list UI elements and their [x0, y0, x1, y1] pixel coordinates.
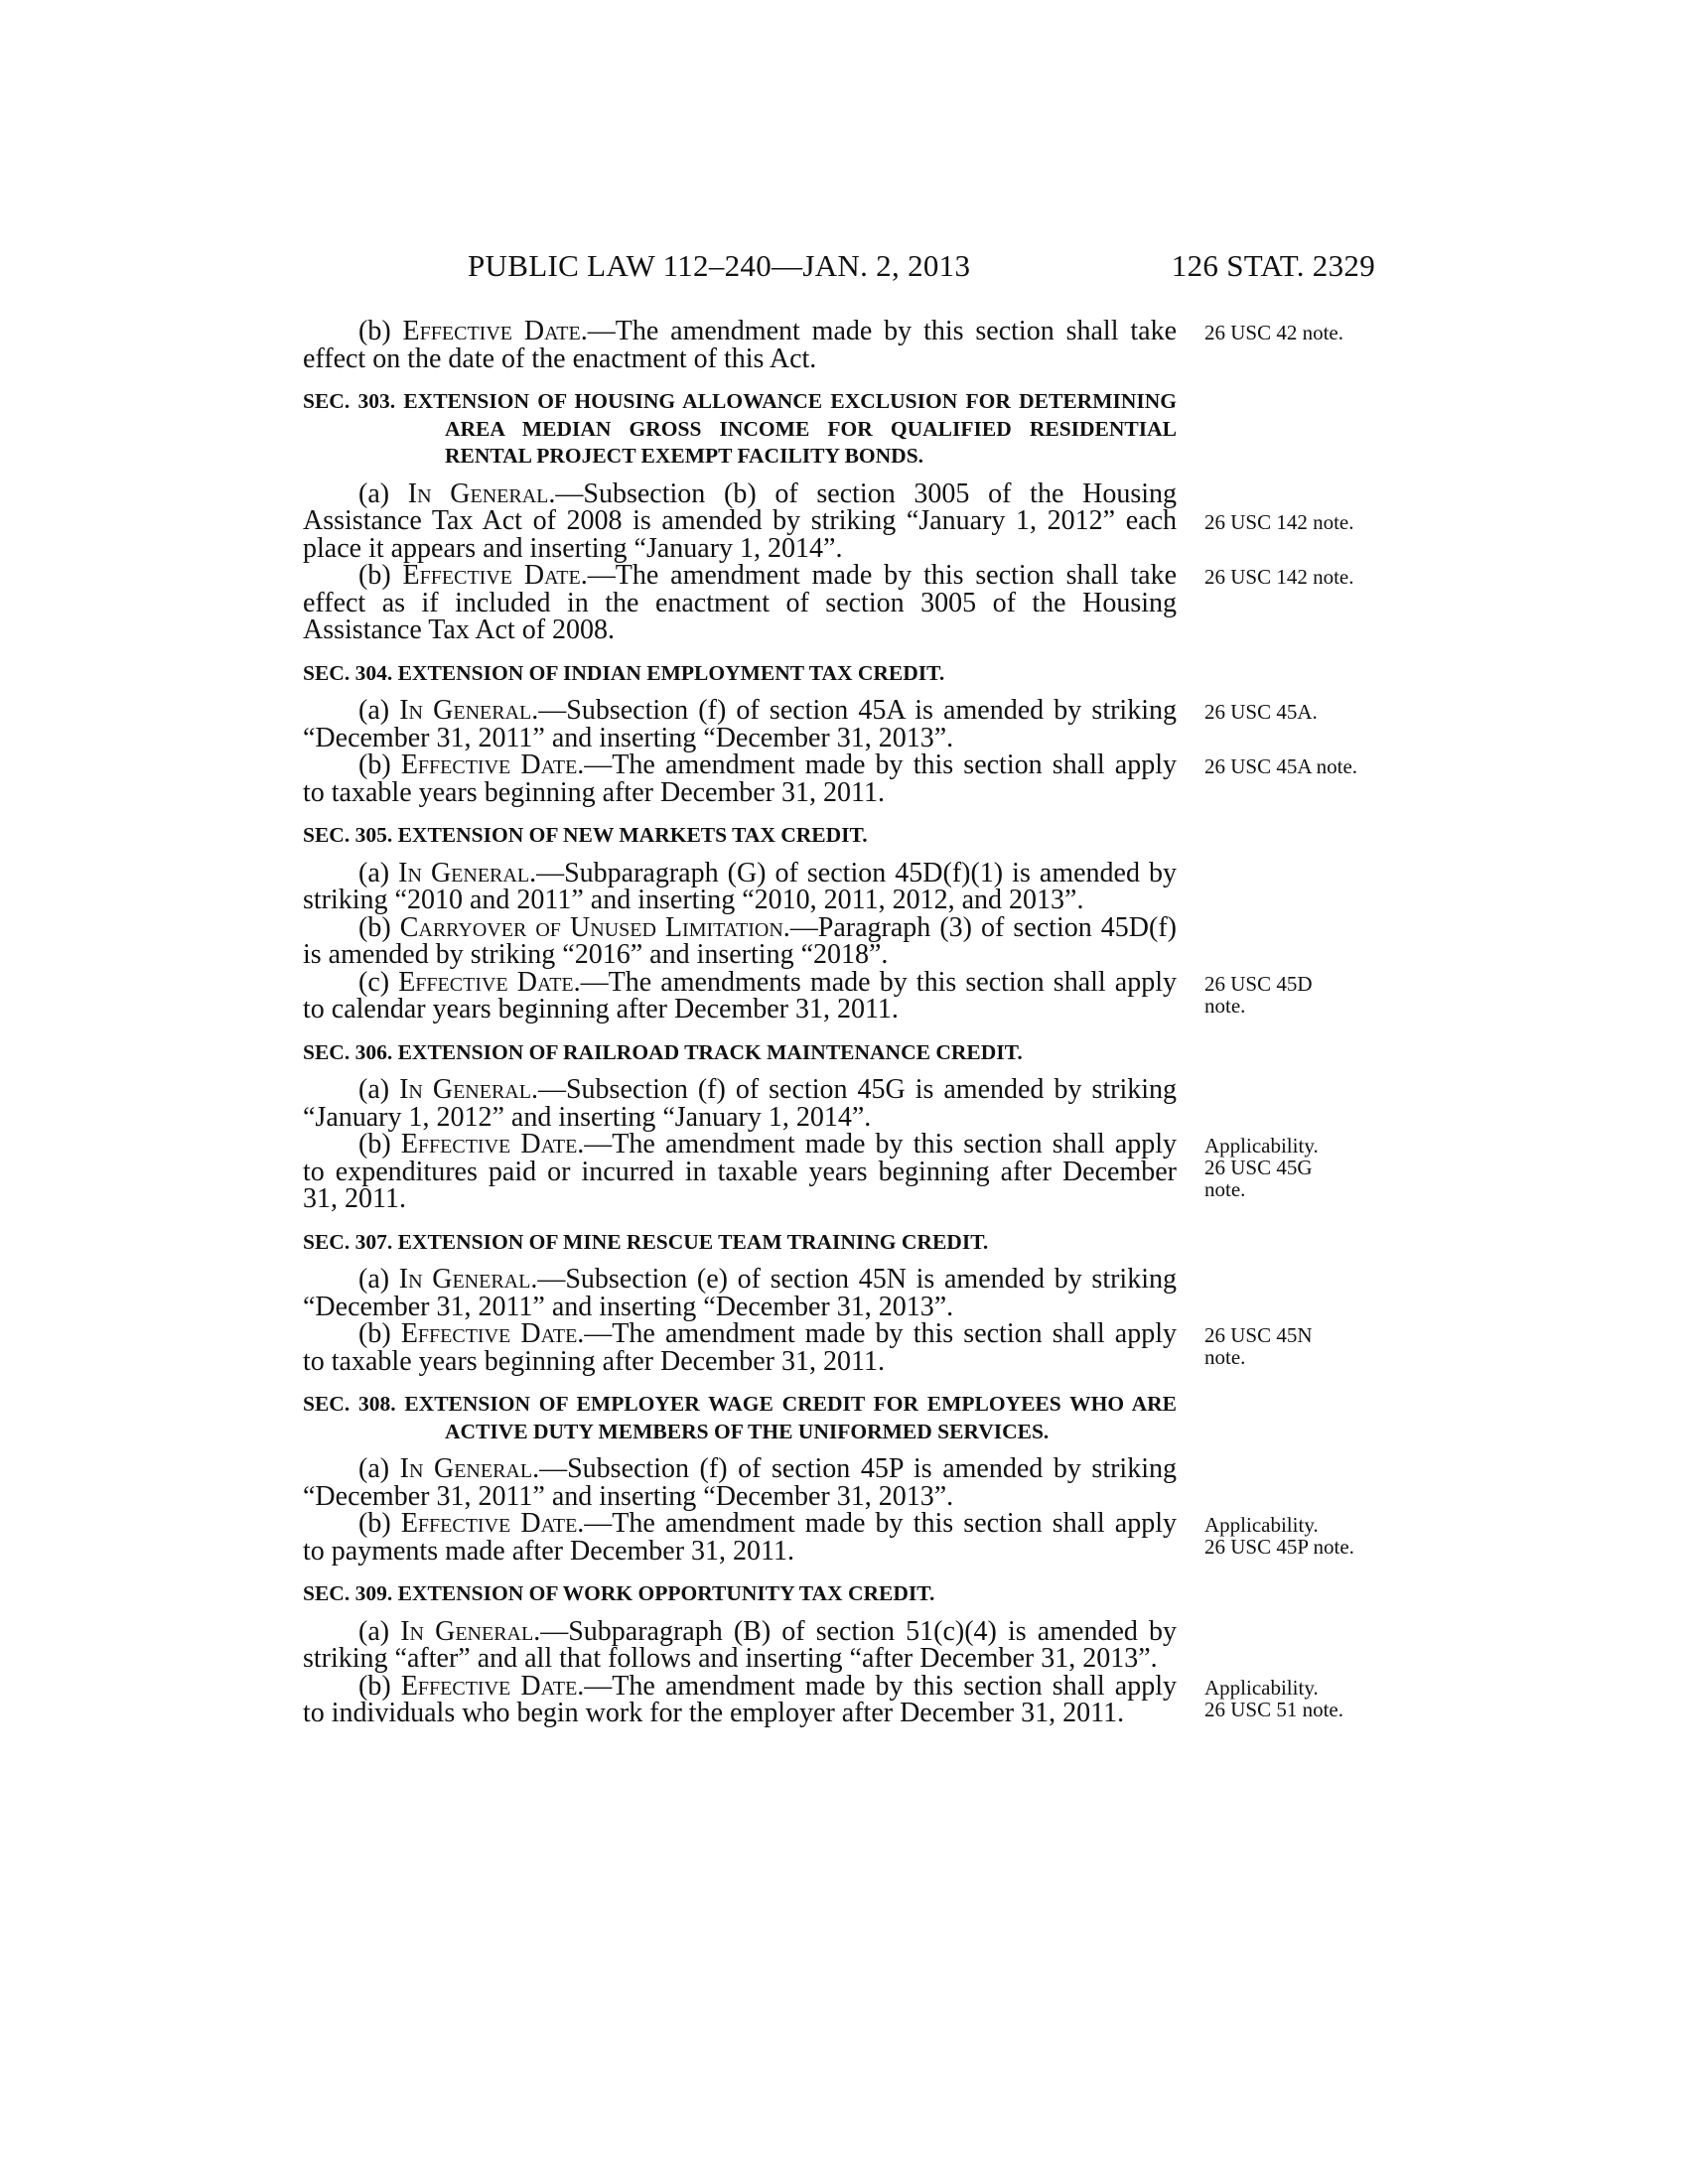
sec305-c-paragraph: 26 USC 45D note. (c) Effective Date.—The amendments made by this section shall apply to calendar years beginning after December 31, 2011.	[303, 969, 1177, 1024]
sec305-a-heading: In General	[398, 857, 530, 888]
sec305-a-paragraph: (a) In General.—Subparagraph (G) of section 45D(f)(1) is amended by striking “2010 and 2011” and inserting “2010, 2011, 2012, and 2013”.	[303, 857, 1178, 915]
sec305-heading: SEC. 305. EXTENSION OF NEW MARKETS TAX CREDIT.	[303, 823, 868, 847]
header-title: PUBLIC LAW 112–240—JAN. 2, 2013	[468, 248, 971, 283]
sec306-heading: SEC. 306. EXTENSION OF RAILROAD TRACK MAINTENANCE CREDIT.	[303, 1039, 1023, 1064]
sec304-b-heading: Effective Date	[400, 750, 578, 780]
sec304-b-margin-note: 26 USC 45A note.	[1204, 754, 1358, 778]
sec308-b-margin-note: Applicability. 26 USC 45P note.	[1204, 1513, 1354, 1559]
sec303-a-margin-note: 26 USC 142 note.	[1204, 509, 1354, 534]
sec303-a-heading: In General	[407, 478, 549, 509]
sec302-b-margin-note: 26 USC 42 note.	[1204, 321, 1344, 344]
sec305-b-paragraph: (b) Carryover of Unused Limitation.—Paragraph (3) of section 45D(f) is amended by striking “2016” and inserting “2018”.	[303, 911, 1177, 970]
sec307-b-margin-note: 26 USC 45N note.	[1204, 1323, 1313, 1369]
sec302-b-heading: Effective Date	[402, 316, 581, 346]
sec307-heading: SEC. 307. EXTENSION OF MINE RESCUE TEAM TRAINING CREDIT.	[303, 1229, 989, 1254]
sec308-b-heading: Effective Date	[400, 1508, 578, 1539]
sec306-b-paragraph: Applicability. 26 USC 45G note. (b) Effective Date.—The amendment made by this section shall apply to expenditures paid or incurred in taxable years beginning after December 31, 2011.	[303, 1131, 1177, 1213]
running-header	[303, 248, 1375, 288]
sec306-a-paragraph: (a) In General.—Subsection (f) of section 45G is amended by striking “January 1, 2012” and inserting “January 1, 2014”.	[303, 1074, 1178, 1133]
sec309-a-paragraph: (a) In General.—Subparagraph (B) of section 51(c)(4) is amended by striking “after” and all that follows and inserting “after December 31, 2013”.	[303, 1615, 1177, 1674]
sec304-a-paragraph: 26 USC 45A. (a) In General.—Subsection (f) of section 45A is amended by striking “December 31, 2011” and inserting “December 31, 2013”.	[303, 697, 1177, 751]
sec309-a-heading: In General	[400, 1615, 534, 1647]
sec304-b-paragraph: 26 USC 45A note. (b) Effective Date.—The amendment made by this section shall apply to taxable years beginning after December 31, 2011.	[303, 751, 1177, 806]
sec308-a-paragraph: (a) In General.—Subsection (f) of section 45P is amended by striking “December 31, 2011” and inserting “December 31, 2013”.	[303, 1453, 1177, 1512]
sec305-c-margin-note: 26 USC 45D note.	[1204, 971, 1313, 1018]
sec304-heading: SEC. 304. EXTENSION OF INDIAN EMPLOYMENT TAX CREDIT.	[303, 660, 945, 685]
sec304-a-heading: In General	[399, 695, 532, 726]
sec308-a-heading: In General	[399, 1453, 533, 1484]
sec306-b-margin-note: Applicability. 26 USC 45G note.	[1204, 1134, 1319, 1201]
sec309-b-margin-note: Applicability. 26 USC 51 note.	[1204, 1675, 1344, 1721]
sec303-b-heading: Effective Date	[402, 560, 581, 591]
sec309-b-paragraph: Applicability. 26 USC 51 note. (b) Effective Date.—The amendment made by this section shall apply to individuals who begin work for the employer after December 31, 2011.	[303, 1673, 1177, 1727]
sec302-b-paragraph: 26 USC 42 note. (b) Effective Date.—The amendment made by this section shall take effect on the date of the enactment of this Act.	[303, 318, 1177, 372]
sec306-a-heading: In General	[399, 1074, 531, 1105]
sec303-a-paragraph: 26 USC 142 note. (a) In General.—Subsection (b) of section 3005 of the Housing Assistance Tax Act of 2008 is amended by striking “January 1, 2012” each place it appears and inserting “January 1, 2014”.	[303, 480, 1177, 563]
sec307-a-heading: In General	[398, 1264, 531, 1295]
header-page-number: 126 STAT. 2329	[1171, 248, 1375, 283]
sec309-heading: SEC. 309. EXTENSION OF WORK OPPORTUNITY TAX CREDIT.	[303, 1581, 935, 1605]
document-body	[303, 316, 1358, 1728]
sec308-b-paragraph: Applicability. 26 USC 45P note. (b) Effective Date.—The amendment made by this section shall apply to payments made after December 31, 2011.	[303, 1510, 1177, 1565]
sec305-c-heading: Effective Date	[398, 966, 574, 998]
sec303-heading: SEC. 303. EXTENSION OF HOUSING ALLOWANCE EXCLUSION FOR DETERMINING AREA MEDIAN GROSS INCOME FOR QUALIFIED RESIDENTIAL RENTAL PROJECT EXEMPT FACILITY BONDS.	[303, 389, 1177, 468]
sec307-b-heading: Effective Date	[400, 1318, 578, 1349]
sec307-b-paragraph: 26 USC 45N note. (b) Effective Date.—The amendment made by this section shall apply to taxable years beginning after December 31, 2011.	[303, 1320, 1177, 1375]
sec305-b-heading: Carryover of Unused Limitation	[399, 911, 783, 943]
sec306-b-heading: Effective Date	[400, 1129, 578, 1160]
sec309-b-heading: Effective Date	[400, 1670, 578, 1702]
sec308-heading: SEC. 308. EXTENSION OF EMPLOYER WAGE CREDIT FOR EMPLOYEES WHO ARE ACTIVE DUTY MEMBERS OF THE UNIFORMED SERVICES.	[303, 1392, 1178, 1443]
sec303-b-paragraph: 26 USC 142 note. (b) Effective Date.—The amendment made by this section shall take effect as if included in the enactment of section 3005 of the Housing Assistance Tax Act of 2008.	[303, 562, 1177, 644]
sec303-b-margin-note: 26 USC 142 note.	[1204, 565, 1354, 589]
sec304-a-margin-note: 26 USC 45A.	[1204, 700, 1318, 724]
sec307-a-paragraph: (a) In General.—Subsection (e) of section 45N is amended by striking “December 31, 2011” and inserting “December 31, 2013”.	[303, 1264, 1177, 1322]
